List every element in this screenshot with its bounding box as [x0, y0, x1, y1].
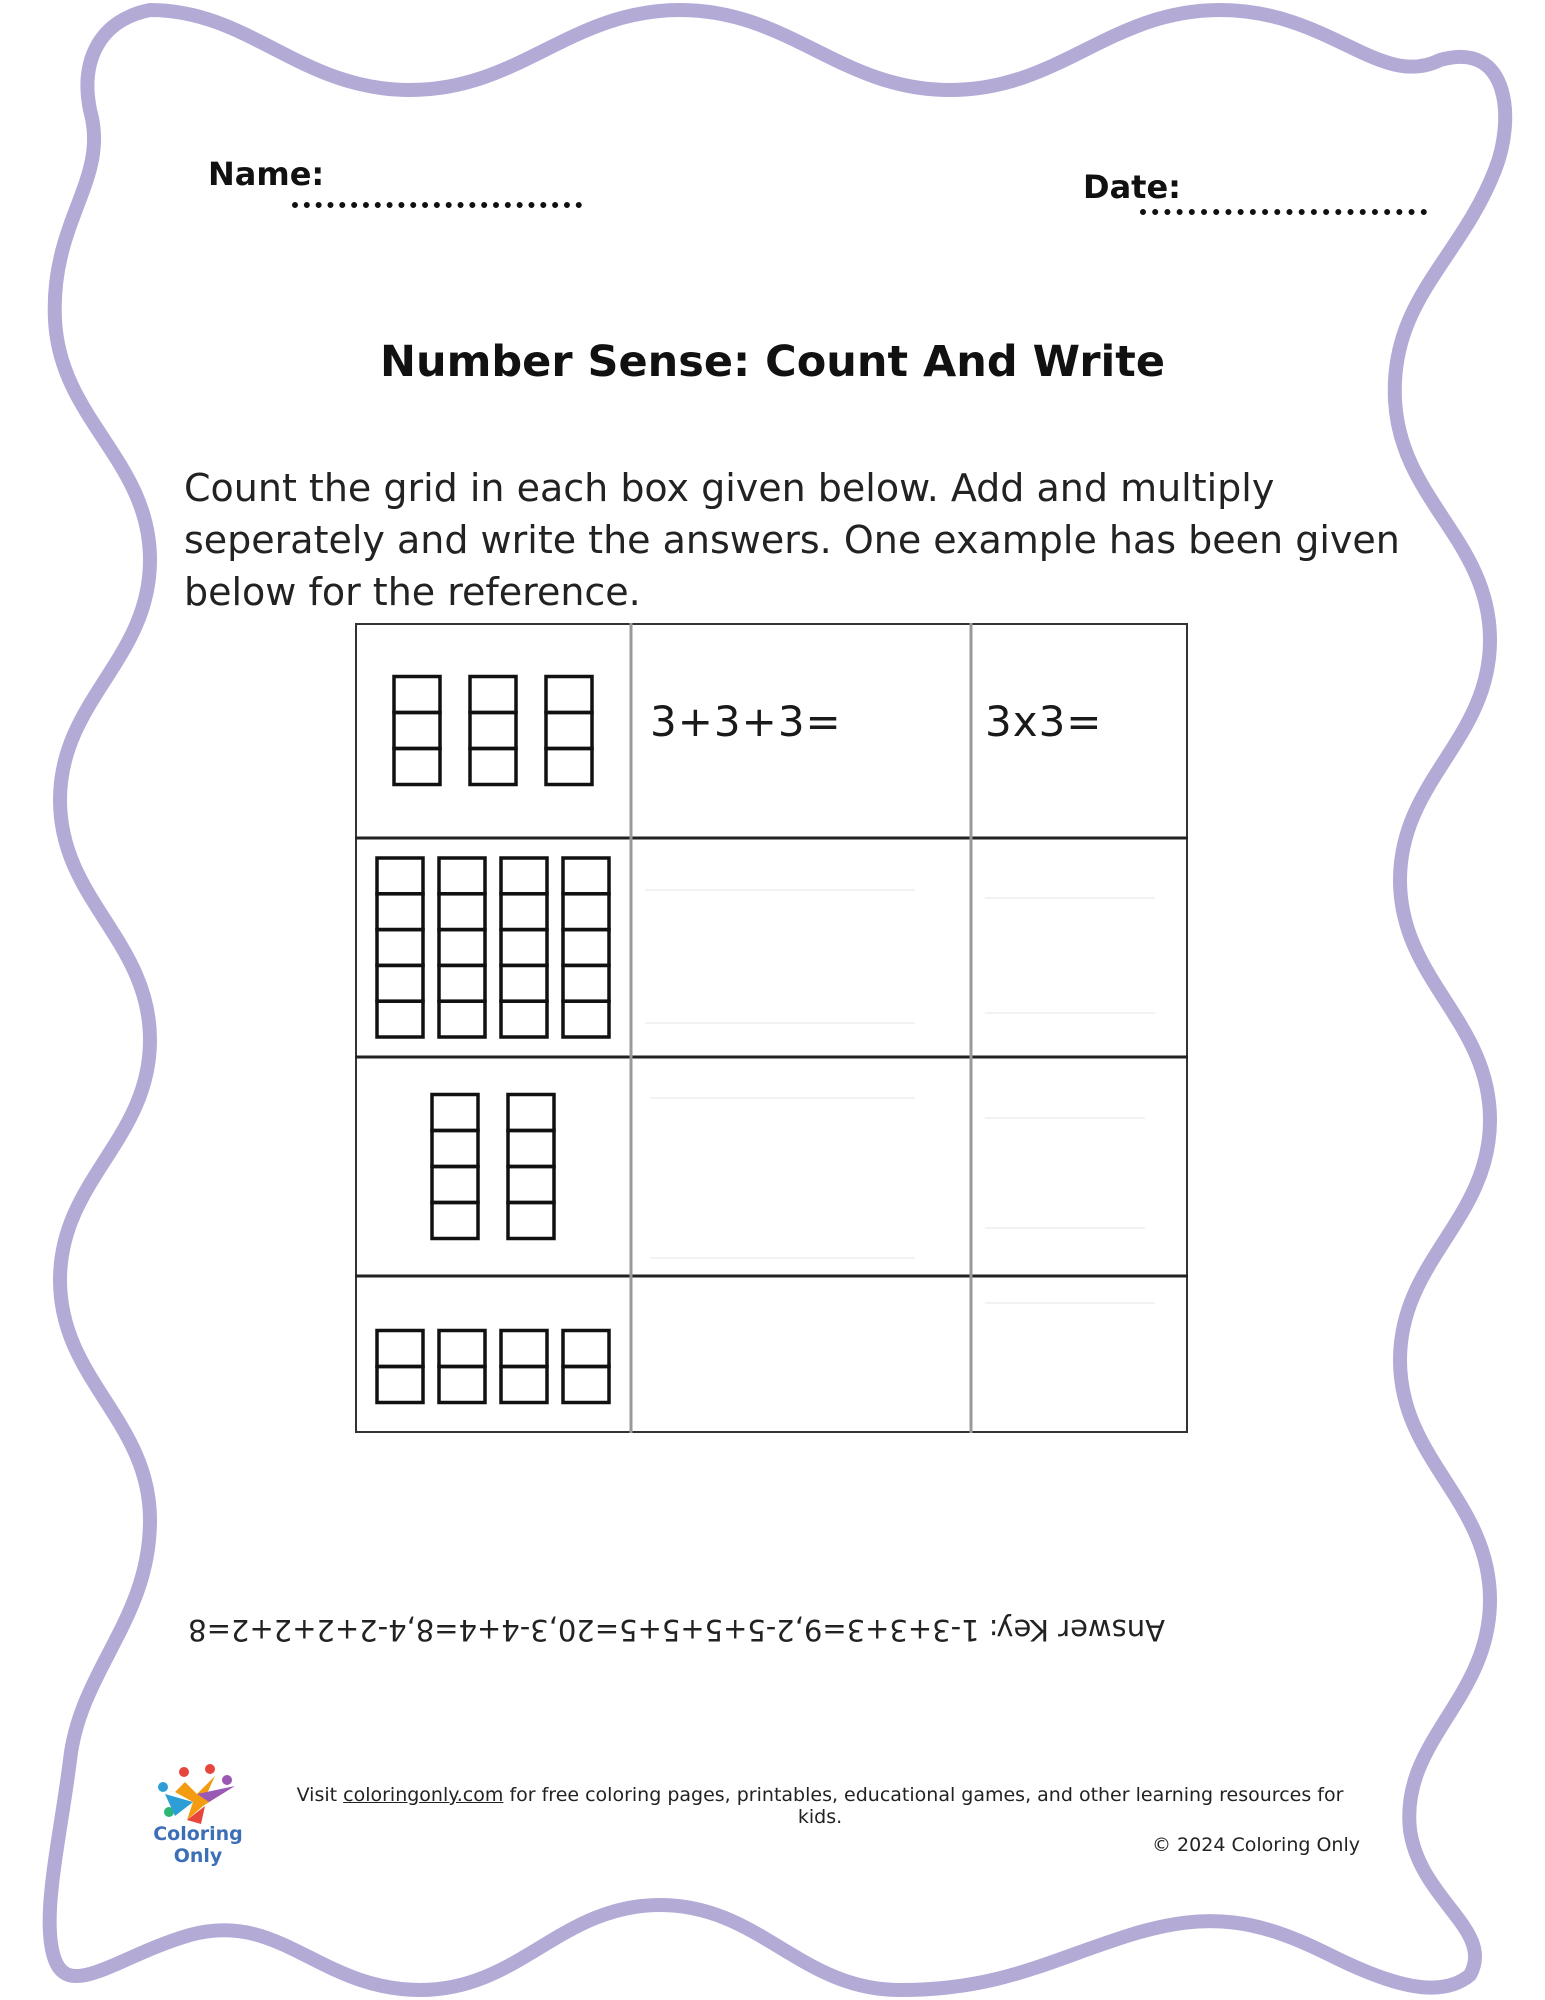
example-multiply-expression: 3x3=	[985, 697, 1103, 746]
add-answer-area-row-4[interactable]	[633, 1278, 971, 1432]
footer-visit-line	[280, 1784, 1360, 1828]
counting-block-cell	[546, 713, 592, 749]
footer-copyright: © 2024 Coloring Only	[1152, 1834, 1360, 1856]
counting-block-cell	[377, 930, 423, 966]
counting-block-cell	[563, 930, 609, 966]
logo-figure-head	[222, 1775, 232, 1785]
multiply-answer-area-row-3[interactable]	[973, 1059, 1186, 1275]
footer-visit-suffix: for free coloring pages, printables, educational games, and other learning resources for kids.	[503, 1784, 1344, 1828]
counting-block-cell	[394, 749, 440, 785]
logo-figure-head	[205, 1764, 215, 1774]
counting-block-cell	[394, 713, 440, 749]
counting-block-cell	[563, 858, 609, 894]
counting-block-cell	[508, 1095, 554, 1131]
counting-block-cell	[432, 1131, 478, 1167]
answer-key: Answer Key: 1-3+3+3=9,2-5+5+5+5=20,3-4+4=8,4-2+2+2+2=8	[188, 1613, 1165, 1647]
instructions	[184, 462, 1484, 618]
counting-block-cell	[439, 1367, 485, 1403]
counting-block-cell	[546, 749, 592, 785]
counting-block-cell	[563, 965, 609, 1001]
counting-block-cell	[501, 1367, 547, 1403]
counting-blocks	[377, 677, 609, 1403]
date-line[interactable]	[1140, 209, 1427, 215]
counting-block-cell	[470, 677, 516, 713]
multiply-answer-area-row-2[interactable]	[973, 840, 1186, 1056]
counting-block-cell	[377, 894, 423, 930]
counting-block-cell	[377, 965, 423, 1001]
name-line[interactable]	[292, 202, 582, 208]
example-add-expression: 3+3+3=	[650, 697, 842, 746]
counting-block-cell	[501, 894, 547, 930]
page-title: Number Sense: Count And Write	[379, 337, 1166, 387]
counting-block-cell	[501, 1331, 547, 1367]
counting-block-cell	[563, 1331, 609, 1367]
counting-block-cell	[432, 1095, 478, 1131]
counting-block-cell	[439, 858, 485, 894]
counting-block-cell	[432, 1167, 478, 1203]
counting-block-cell	[546, 677, 592, 713]
counting-block-cell	[501, 930, 547, 966]
footer-visit-prefix: Visit	[296, 1784, 344, 1806]
counting-block-cell	[439, 1331, 485, 1367]
instruction-line-1: Count the grid in each box given below. Add and multiply	[184, 466, 1275, 510]
counting-block-cell	[470, 749, 516, 785]
counting-block-cell	[508, 1203, 554, 1239]
counting-block-cell	[563, 1367, 609, 1403]
footer-website-link[interactable]: coloringonly.com	[343, 1784, 504, 1806]
counting-block-cell	[439, 1001, 485, 1037]
counting-block-cell	[377, 858, 423, 894]
counting-block-cell	[563, 894, 609, 930]
instruction-line-3: below for the reference.	[184, 570, 641, 614]
counting-block-cell	[508, 1131, 554, 1167]
footer	[280, 1784, 1360, 1856]
counting-block-cell	[432, 1203, 478, 1239]
counting-block-cell	[377, 1367, 423, 1403]
counting-block-cell	[501, 858, 547, 894]
logo-text: Coloring Only	[153, 1823, 243, 1867]
add-answer-area-row-2[interactable]	[633, 840, 971, 1056]
date-label: Date:	[1083, 168, 1181, 206]
counting-block-cell	[394, 677, 440, 713]
name-label: Name:	[208, 155, 325, 193]
counting-block-cell	[470, 713, 516, 749]
logo-figure-head	[158, 1782, 168, 1792]
counting-block-cell	[439, 965, 485, 1001]
counting-block-cell	[501, 1001, 547, 1037]
counting-block-cell	[377, 1331, 423, 1367]
instruction-line-2: seperately and write the answers. One example has been given	[184, 518, 1400, 562]
counting-block-cell	[501, 965, 547, 1001]
multiply-answer-area-row-4[interactable]	[973, 1278, 1186, 1432]
counting-block-cell	[439, 894, 485, 930]
counting-block-cell	[508, 1167, 554, 1203]
counting-block-cell	[563, 1001, 609, 1037]
counting-block-cell	[377, 1001, 423, 1037]
logo-figure-head	[179, 1767, 189, 1777]
add-answer-area-row-3[interactable]	[633, 1059, 971, 1275]
counting-block-cell	[439, 930, 485, 966]
